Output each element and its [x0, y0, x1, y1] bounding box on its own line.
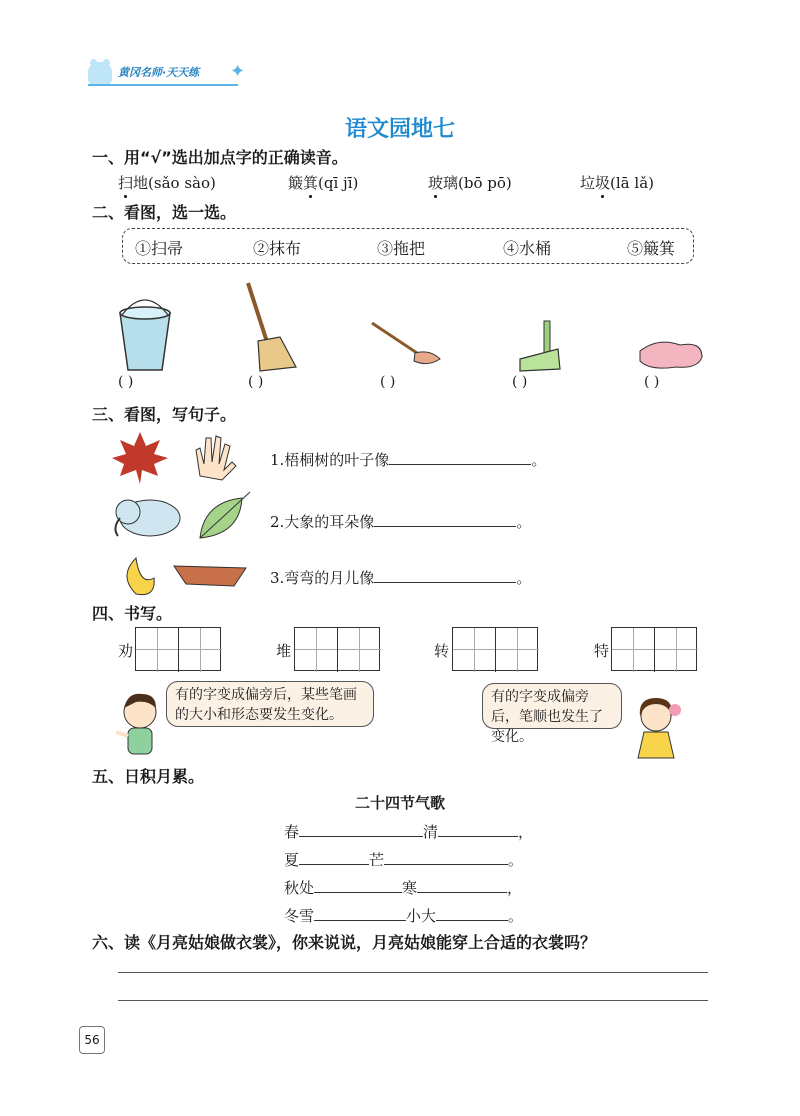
poem-line-4: 冬雪 小大 。 — [284, 904, 523, 926]
poem-blank-2a[interactable] — [299, 848, 369, 865]
sentence-1-blank[interactable] — [389, 448, 531, 465]
tip-bubble-left: 有的字变成偏旁后，某些笔画的大小和形态要发生变化。 — [166, 681, 374, 727]
section-5-heading: 五、日积月累。 — [92, 767, 205, 786]
series-label: 黄冈名师·天天练 — [118, 66, 200, 79]
section-2-heading: 二、看图，选一选。 — [92, 203, 237, 222]
option-4: ④水桶 — [503, 239, 552, 258]
boat-icon — [174, 566, 246, 586]
bear-logo-icon — [88, 62, 112, 84]
poem-line-3: 秋处 寒 ， — [284, 876, 522, 898]
sentence-1: 1.梧桐树的叶子像 。 — [270, 448, 546, 470]
section-4-heading: 四、书写。 — [92, 604, 173, 623]
poem-line-2: 夏 芒 。 — [284, 848, 523, 870]
pinyin-item-4: 垃圾(lā lǎ) — [580, 174, 654, 192]
poem-line-1: 春 清 ， — [284, 820, 533, 842]
crescent-moon-icon — [127, 558, 154, 595]
option-2: ②抹布 — [253, 239, 302, 258]
poem-blank-4b[interactable] — [436, 904, 508, 921]
answer-line-1[interactable] — [118, 972, 708, 973]
section-3-pictures — [112, 428, 262, 598]
sentence-2: 2.大象的耳朵像 。 — [270, 510, 531, 532]
answer-blank-3[interactable]: ( ) — [380, 374, 396, 390]
maple-leaf-icon — [112, 432, 168, 484]
option-3: ③拖把 — [377, 239, 426, 258]
writing-grid-3[interactable] — [452, 627, 538, 671]
answer-blank-1[interactable]: ( ) — [118, 374, 134, 390]
pinyin-item-2: 簸箕(qī jī) — [288, 174, 359, 192]
sparkle-icon: ✦ — [230, 61, 246, 82]
section-6-heading: 六、读《月亮姑娘做衣裳》，你来说说，月亮姑娘能穿上合适的衣裳吗？ — [92, 933, 597, 952]
option-1: ①扫帚 — [135, 239, 184, 258]
girl-avatar — [628, 694, 688, 760]
page-number: 56 — [79, 1026, 105, 1054]
mop-icon — [372, 323, 440, 364]
boy-avatar — [112, 688, 172, 760]
options-box — [122, 228, 694, 264]
section-3-heading: 三、看图，写句子。 — [92, 405, 237, 424]
bucket-icon — [120, 300, 170, 370]
writing-char-2: 堆 — [276, 642, 292, 660]
section-2-pictures — [110, 275, 710, 375]
writing-char-1: 劝 — [118, 642, 134, 660]
poem-blank-3b[interactable] — [417, 876, 507, 893]
poem-blank-4a[interactable] — [314, 904, 406, 921]
poem-blank-1b[interactable] — [438, 820, 518, 837]
leaf-icon — [200, 492, 250, 538]
section-1-heading: 一、用“√”选出加点字的正确读音。 — [92, 148, 348, 167]
page-title: 语文园地七 — [344, 117, 455, 142]
writing-grid-4[interactable] — [611, 627, 697, 671]
poem-title: 二十四节气歌 — [354, 794, 445, 812]
writing-char-4: 特 — [594, 642, 610, 660]
hand-icon — [196, 436, 236, 480]
sentence-3: 3.弯弯的月儿像 。 — [270, 566, 531, 588]
answer-blank-2[interactable]: ( ) — [248, 374, 264, 390]
broom-icon — [248, 283, 296, 371]
elephant-icon — [115, 500, 180, 536]
sentence-3-blank[interactable] — [374, 566, 516, 583]
writing-char-3: 转 — [434, 642, 450, 660]
pinyin-item-3: 玻璃(bō pō) — [428, 174, 512, 192]
answer-blank-4[interactable]: ( ) — [512, 374, 528, 390]
poem-blank-3a[interactable] — [314, 876, 402, 893]
sentence-2-blank[interactable] — [374, 510, 516, 527]
answer-blank-5[interactable]: ( ) — [644, 374, 660, 390]
poem-blank-1a[interactable] — [299, 820, 423, 837]
writing-grid-2[interactable] — [294, 627, 380, 671]
dustpan-icon — [520, 321, 560, 371]
series-badge — [88, 61, 246, 86]
pinyin-item-1: 扫地(sǎo sào) — [118, 174, 216, 192]
option-5: ⑤簸箕 — [627, 239, 676, 258]
writing-grid-1[interactable] — [135, 627, 221, 671]
answer-line-2[interactable] — [118, 1000, 708, 1001]
poem-blank-2b[interactable] — [384, 848, 508, 865]
tip-bubble-right: 有的字变成偏旁后，笔顺也发生了变化。 — [482, 683, 622, 729]
rag-icon — [640, 342, 702, 368]
